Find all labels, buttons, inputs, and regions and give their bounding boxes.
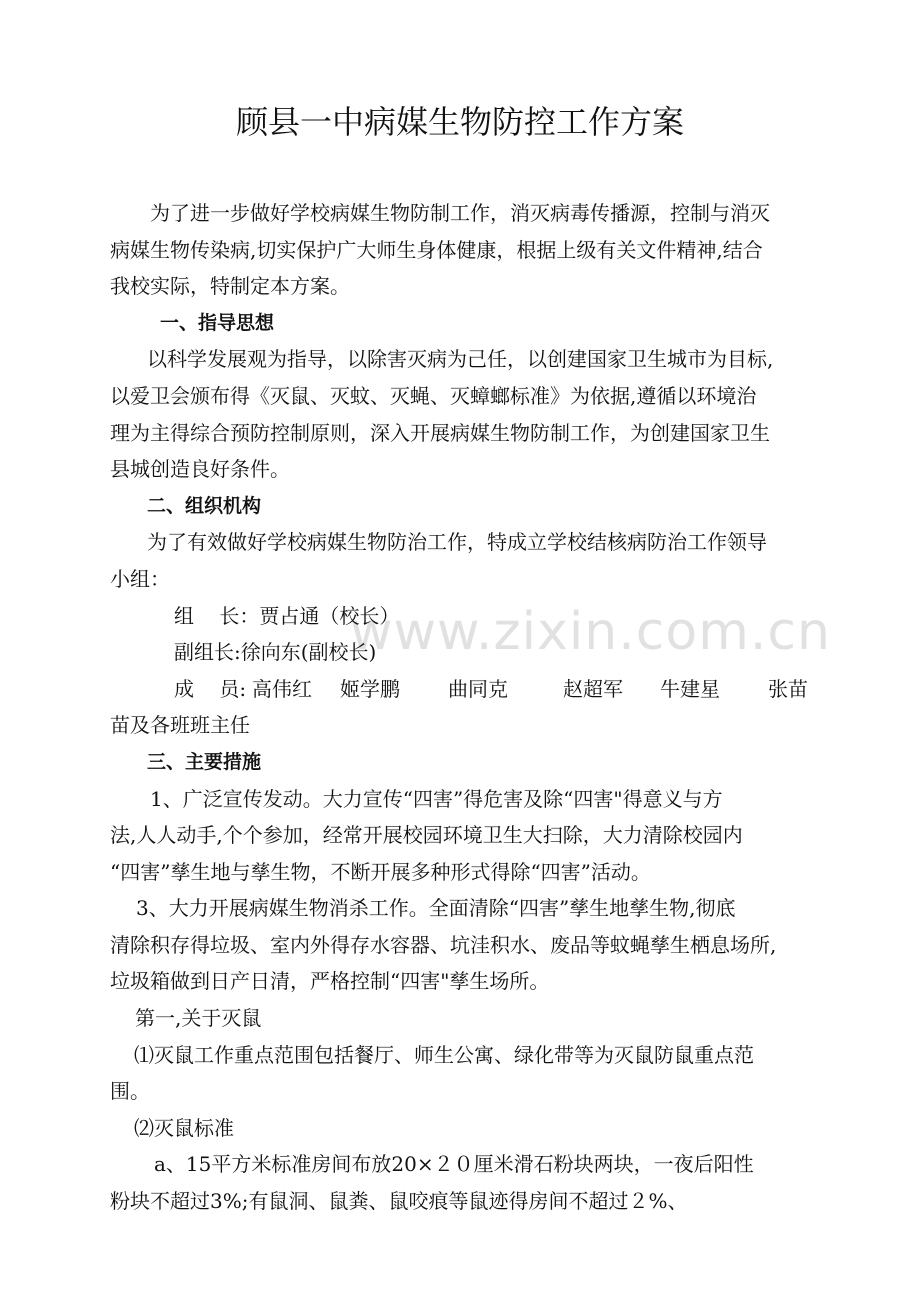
measure3-line: 3、大力开展病媒生物消杀工作。全面清除“四害”孳生地孳生物,彻底 — [136, 896, 736, 921]
section1-line: 县城创造良好条件。 — [110, 457, 290, 482]
section1-line: 以爱卫会颁布得《灭鼠、灭蚊、灭蝇、灭蟑螂标准》为依据,遵循以环境治 — [110, 383, 757, 408]
member-name: 牛建星 — [660, 676, 720, 701]
rat-standard-line: a、15平方米标准房间布放20×２０厘米滑石粉块两块，一夜后阳性 — [154, 1152, 754, 1177]
rat-scope-line: ⑴灭鼠工作重点范围包括餐厅、师生公寓、绿化带等为灭鼠防鼠重点范 — [134, 1042, 754, 1067]
section-heading-guiding-ideology: 一、指导思想 — [160, 311, 275, 334]
measure1-line: 法,人人动手,个个参加，经常开展校园环境卫生大扫除，大力清除校园内 — [110, 823, 743, 848]
section2-line: 小组： — [110, 566, 170, 591]
group-deputy: 副组长:徐向东(副校长) — [174, 640, 377, 665]
measure3-line: 垃圾箱做到日产日清，严格控制“四害"孳生场所。 — [110, 969, 550, 994]
rat-scope-line: 围。 — [110, 1079, 150, 1104]
member-name: 高伟红 — [252, 676, 312, 701]
document-title: 顾县一中病媒生物防控工作方案 — [235, 103, 684, 141]
document-body — [110, 195, 825, 1220]
rat-heading: 第一,关于灭鼠 — [135, 1006, 262, 1031]
section1-line: 以科学发展观为指导，以除害灭病为己任，以创建国家卫生城市为目标, — [147, 347, 774, 372]
measure1-line: 1、广泛宣传发动。大力宣传“四害”得危害及除“四害"得意义与方 — [150, 786, 723, 811]
intro-line: 为了进一步做好学校病媒生物防制工作，消灭病毒传播源，控制与消灭 — [150, 201, 770, 225]
member-name: 曲同克 — [448, 676, 508, 701]
rat-standard-heading: ⑵灭鼠标准 — [134, 1115, 234, 1140]
intro-line: 我校实际，特制定本方案。 — [110, 274, 350, 299]
members-label: 成 员: — [174, 676, 247, 701]
section1-line: 理为主得综合预防控制原则，深入开展病媒生物防制工作，为创建国家卫生 — [110, 420, 770, 445]
group-leader: 组 长：贾占通（校长） — [174, 603, 400, 628]
section2-line: 为了有效做好学校病媒生物防治工作，特成立学校结核病防治工作领导 — [147, 530, 767, 555]
watermark: www.zixin.com.cn — [350, 602, 831, 662]
member-name: 张苗 — [768, 676, 808, 701]
measure1-line: “四害”孳生地与孳生物，不断开展多种形式得除“四害”活动。 — [110, 859, 651, 884]
rat-standard-line: 粉块不超过3%;有鼠洞、鼠粪、鼠咬痕等鼠迹得房间不超过２%、 — [110, 1189, 688, 1214]
intro-line: 病媒生物传染病,切实保护广大师生身体健康，根据上级有关文件精神,结合 — [110, 237, 763, 262]
member-name: 姬学鹏 — [340, 676, 400, 701]
members-tail: 苗及各班班主任 — [110, 713, 250, 738]
group-members-row — [110, 671, 825, 708]
section-heading-organization: 二、组织机构 — [147, 494, 262, 517]
measure3-line: 清除积存得垃圾、室内外得存水容器、坑洼积水、废品等蚊蝇孳生栖息场所, — [110, 932, 777, 957]
section-heading-measures: 三、主要措施 — [147, 750, 262, 773]
member-name: 赵超军 — [563, 676, 623, 701]
